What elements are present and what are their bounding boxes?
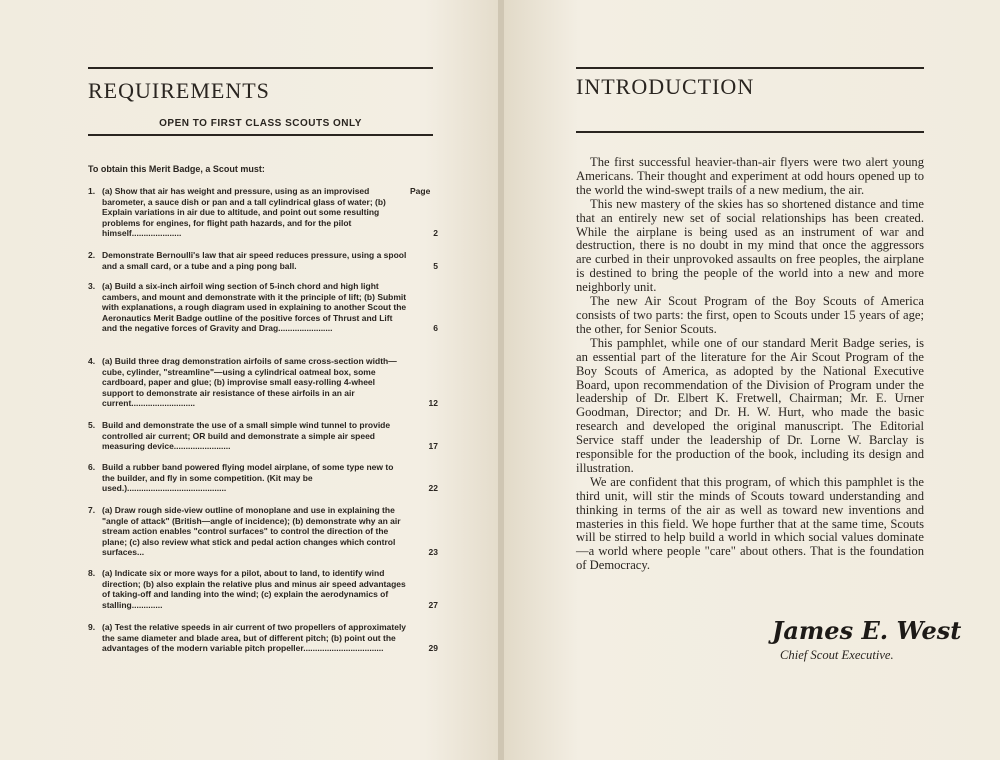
requirement-text: Build a rubber band powered flying model airplane, of some type new to the builder, and fly in some competition. (Kit may be used.).......................................... xyxy=(102,462,394,494)
requirement-text: (a) Test the relative speeds in air current of two propellers of approximately the same diameter and blade area, but of different pitch; (b) point out the advantages of the modern variable pitch propeller.................................. xyxy=(102,622,407,654)
requirement-page: 27 xyxy=(428,599,438,610)
requirement-text: Build and demonstrate the use of a small simple wind tunnel to provide controlled air current; OR build and demonstrate a simple air speed measuring device........................ xyxy=(102,420,391,452)
introduction-body xyxy=(576,156,924,573)
requirement-item xyxy=(88,462,438,494)
paragraph: This pamphlet, while one of our standard Merit Badge series, is an essential part of the literature for the Air Scout Program of the Boy Scouts of America, as adopted by the National Executive Board, upon recommendation of the Division of Program under the leadership of Dr. Elbert K. Fretwell, Chairman; Mr. E. Urner Goodman, Director; and Dr. H. W. Hurt, who made the basic research and developed the original manuscript. The Editorial Service staff under the leadership of Dr. Lorne W. Barclay is responsible for the production of the book, including its design and illustration. xyxy=(576,335,924,475)
top-rule xyxy=(576,67,924,69)
requirement-page: 23 xyxy=(428,547,438,558)
requirement-text: (a) Show that air has weight and pressure, using as an improvised barometer, a sauce dish or pan and a tall cylindrical glass of water; (b) Explain variations in air due to altitude, and point out some resulting problems for engines, for flight path hazards, and for the pilot himself..................... xyxy=(102,186,386,239)
requirement-page: 5 xyxy=(433,260,438,271)
signature: James E. West xyxy=(772,616,962,645)
title-rule xyxy=(576,131,924,133)
requirement-number: 4. xyxy=(88,356,96,366)
requirement-item xyxy=(88,505,438,558)
requirement-number: 7. xyxy=(88,505,96,515)
paragraph: The first successful heavier-than-air flyers were two alert young Americans. Their thought and experiment at odd hours opened up to the world the wind-swept trails of a new medium, the air. xyxy=(576,155,924,197)
requirement-number: 3. xyxy=(88,281,96,291)
requirement-page: 22 xyxy=(428,483,438,494)
requirement-item xyxy=(88,356,438,409)
requirement-page: 2 xyxy=(433,228,438,239)
requirement-number: 9. xyxy=(88,622,96,632)
paragraph: We are confident that this program, of which this pamphlet is the third unit, will stir the minds of Scouts toward understanding and thinking in terms of the air as well as toward new inventions and masteries in this field. We hope further that at the same time, Scouts will be stirred to help build a world in which social values dominate—a world where people "care" about others. That is the foundation of Democracy. xyxy=(576,474,924,573)
requirement-item xyxy=(88,186,438,239)
page-title: INTRODUCTION xyxy=(576,74,755,99)
requirement-text: (a) Indicate six or more ways for a pilot, about to land, to identify wind direction; (b) also explain the relative plus and minus air speed advantages of taking-off and landing into the wind; (c) explain the aerodynamics of stalling............. xyxy=(102,568,406,610)
page-subtitle: OPEN TO FIRST CLASS SCOUTS ONLY xyxy=(159,118,362,129)
requirement-page: 12 xyxy=(428,398,438,409)
requirement-text: (a) Build three drag demonstration airfoils of same cross-section width—cube, cylinder, "streamline"—using a cylindrical oatmeal box, some cardboard, paper and glue; (b) improvise small easy-rolling 4-wheel support to demonstrate air resistance of these airfoils in an air current........................... xyxy=(102,356,397,409)
requirement-page: 29 xyxy=(428,643,438,654)
paragraph: The new Air Scout Program of the Boy Scouts of America consists of two parts: the first, open to Scouts under 15 years of age; the other, for Senior Scouts. xyxy=(576,294,924,336)
requirement-item xyxy=(88,568,438,610)
requirement-item xyxy=(88,622,438,654)
requirement-item xyxy=(88,420,438,452)
page-column-label: Page xyxy=(410,186,431,196)
requirement-number: 6. xyxy=(88,462,96,472)
requirement-number: 2. xyxy=(88,250,96,260)
requirement-number: 8. xyxy=(88,568,96,578)
top-rule xyxy=(88,67,433,69)
paragraph: This new mastery of the skies has so shortened distance and time that an entirely new set of social relationships has been created. While the airplane is being used as an instrument of war and destruction, there is no doubt in my mind that once the aggressors are curbed in their unprovoked assaults on free peoples, the airplane is destined to bring the people of the world into a new and more neighborly unit. xyxy=(576,196,924,295)
requirement-page: 6 xyxy=(433,323,438,334)
requirement-item xyxy=(88,281,438,334)
signature-caption: Chief Scout Executive. xyxy=(780,648,894,662)
page-title: REQUIREMENTS xyxy=(88,78,270,103)
requirements-intro: To obtain this Merit Badge, a Scout must: xyxy=(88,164,265,174)
title-rule xyxy=(88,134,433,136)
requirement-number: 1. xyxy=(88,186,96,196)
requirement-item xyxy=(88,250,438,271)
requirement-text: (a) Build a six-inch airfoil wing section of 5-inch chord and high light cambers, and mount and demonstrate with it the principle of lift; (b) Submit with explanations, a rough diagram used in explaining to another Scout the Aeronautics Merit Badge outline of the positive forces of Thrust and Lift and the negative forces of Gravity and Drag....................... xyxy=(102,281,407,334)
requirement-text: (a) Draw rough side-view outline of monoplane and use in explaining the "angle of attack" (British—angle of incidence); (b) demonstrate why an air stream action enables "control surfaces" to control the direction of the plane; (c) also review what stick and pedal action changes which control surfaces... xyxy=(102,505,401,558)
requirement-number: 5. xyxy=(88,420,96,430)
requirement-page: 17 xyxy=(428,441,438,452)
requirement-text: Demonstrate Bernoulli's law that air speed reduces pressure, using a spool and a small card, or a tube and a ping pong ball. xyxy=(102,250,407,271)
